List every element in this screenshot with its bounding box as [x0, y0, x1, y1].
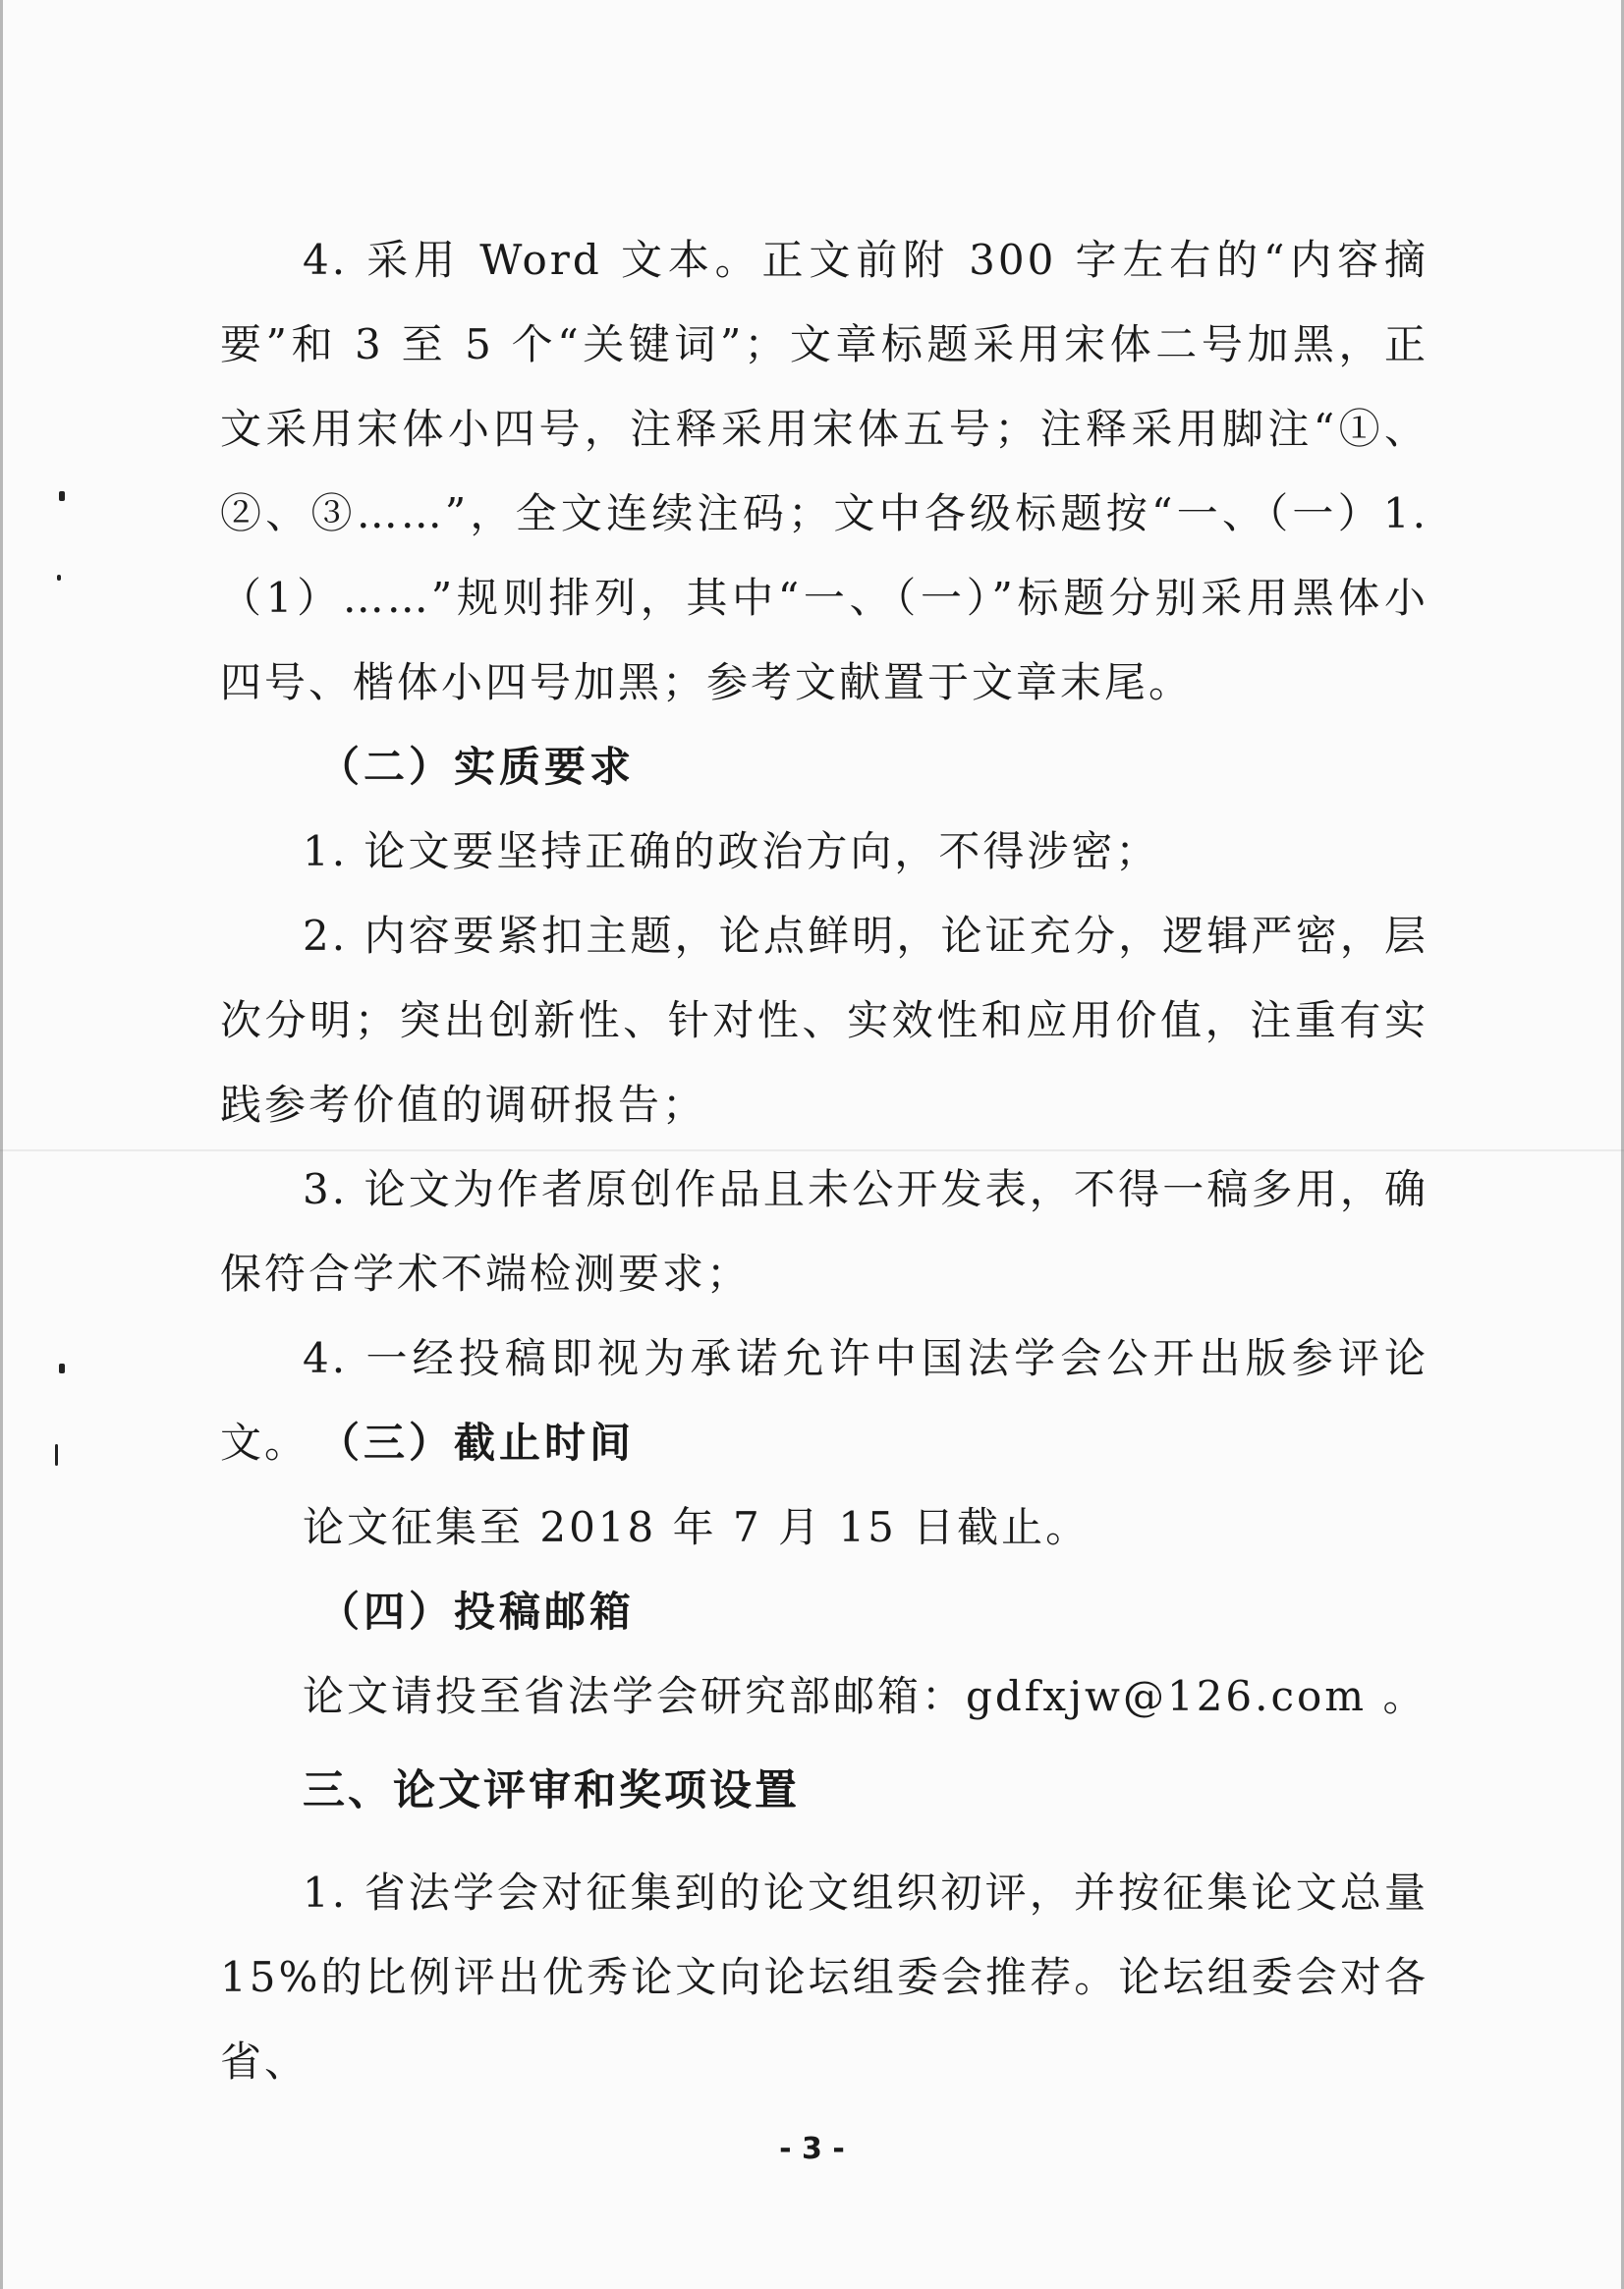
scan-speck [59, 491, 65, 501]
review-paragraph-1: 1. 省法学会对征集到的论文组织初评，并按征集论文总量 15%的比例评出优秀论文向论坛组委会推荐。论坛组委会对各省、 [220, 1869, 1428, 2086]
format-requirement-paragraph: 4. 采用 Word 文本。正文前附 300 字左右的“内容摘要”和 3 至 5 个“关键词”；文章标题采用宋体二号加黑，正文采用宋体小四号，注释采用宋体五号；注释采用脚注“①、②、③……”，全文连续注码；文中各级标题按“一、（一）1.（1）……”规则排列，其中“一、（一）”标题分别采用黑体小四号、楷体小四号加黑；参考文献置于文章末尾。 [220, 236, 1428, 706]
subheading-deadline: （三）截止时间 [318, 1419, 636, 1467]
scan-speck [55, 1444, 58, 1466]
page-number: - 3 - [779, 2132, 845, 2166]
subheading-submission-email: （四）投稿邮箱 [318, 1588, 636, 1636]
requirement-2: 2. 内容要紧扣主题，论点鲜明，论证充分，逻辑严密，层次分明；突出创新性、针对性、实效性和应用价值，注重有实践参考价值的调研报告； [220, 912, 1428, 1129]
scan-edge-left [0, 0, 3, 2289]
deadline-text: 论文征集至 2018 年 7 月 15 日截止。 [303, 1503, 1091, 1551]
scan-speck [59, 1364, 65, 1373]
section-heading-review-awards: 三、论文评审和奖项设置 [303, 1766, 800, 1815]
submission-email-text: 论文请投至省法学会研究部邮箱：gdfxjw@126.com 。 [303, 1672, 1428, 1720]
scan-speck [57, 575, 61, 581]
requirement-1: 1. 论文要坚持正确的政治方向，不得涉密； [303, 827, 1160, 875]
requirement-3: 3. 论文为作者原创作品且未公开发表，不得一稿多用，确保符合学术不端检测要求； [220, 1165, 1428, 1298]
subheading-substantive-requirements: （二）实质要求 [318, 743, 636, 791]
requirement-4: 4. 一经投稿即视为承诺允许中国法学会公开出版参评论文。 [220, 1334, 1428, 1467]
